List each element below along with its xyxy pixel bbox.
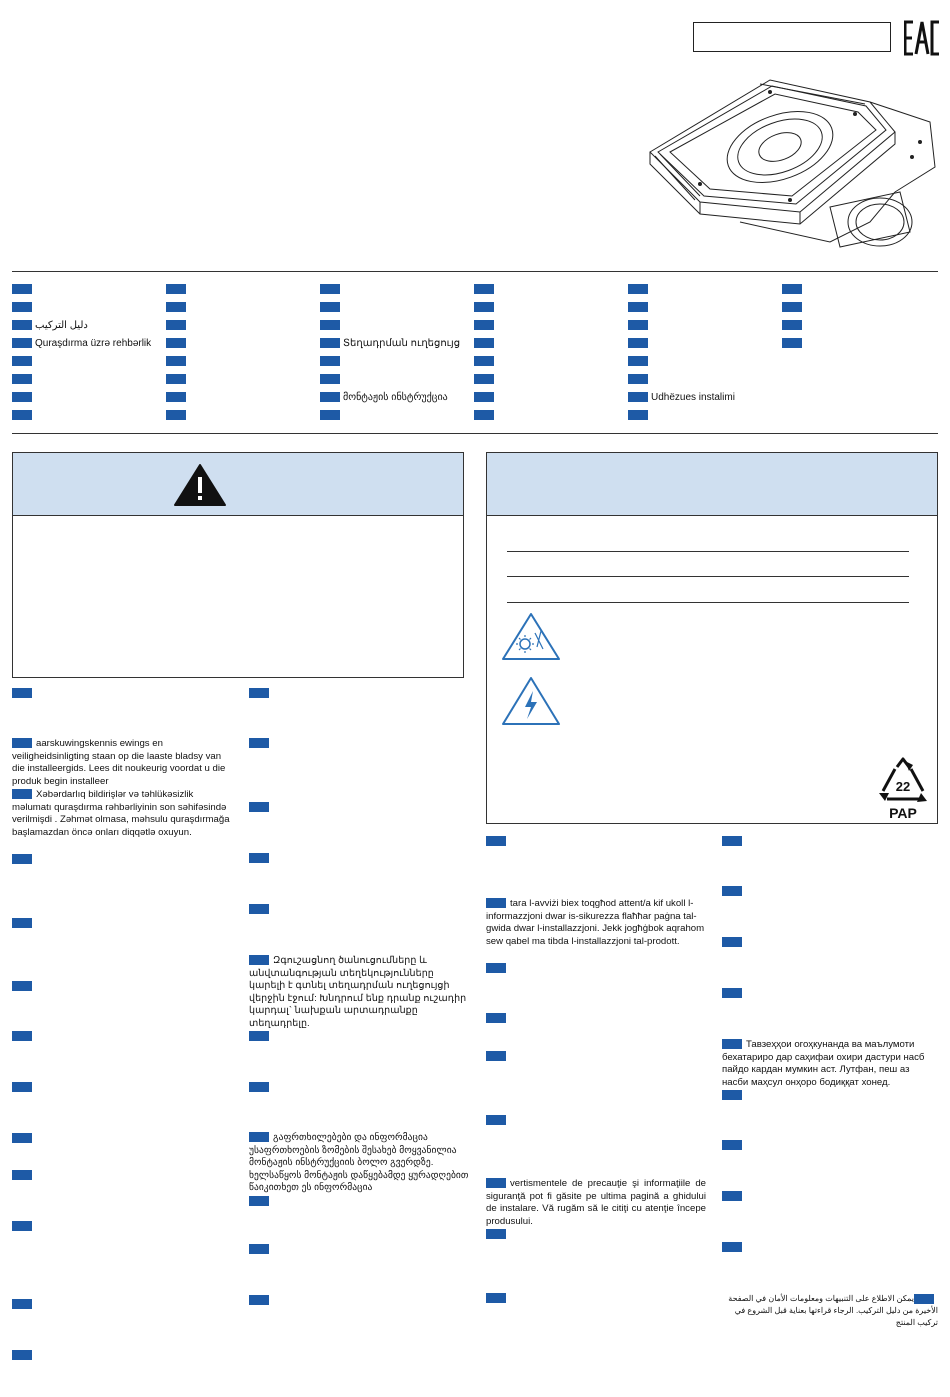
language-item	[628, 338, 651, 350]
language-item	[320, 356, 343, 368]
language-chip	[722, 1090, 742, 1100]
paragraph-afrikaans: aarskuwingskennis ewings en veiligheidsinligting staan op die laaste bladsy van die installeergids. Lees dit noukeurig voordat u die produk begin installeer	[12, 738, 226, 787]
language-item	[782, 284, 805, 296]
language-item-albanian	[628, 392, 735, 404]
language-chip	[12, 1133, 32, 1143]
language-title: Տեղադրման ուղեցույց	[343, 338, 461, 349]
language-chip	[12, 1299, 32, 1309]
language-item	[474, 320, 497, 332]
language-chip	[249, 1244, 269, 1254]
language-chip	[249, 1295, 269, 1305]
language-chip	[249, 904, 269, 914]
language-item-georgian	[320, 392, 448, 404]
language-chip	[722, 886, 742, 896]
paragraph-azerbaijani: Xəbərdarlıq bildirişlər və təhlükəsizlik məlumatı quraşdırma rəhbərliyinin son səhifəsində verilmişdi . Zəhmət olmasa, məhsulu quraşdırmağa başlamazdan öncə onları diqqətlə oxuyun.	[12, 789, 230, 838]
divider	[507, 602, 909, 603]
language-chip	[722, 836, 742, 846]
language-item	[474, 338, 497, 350]
recycling-icon	[875, 757, 931, 821]
language-chip	[722, 1191, 742, 1201]
language-item	[12, 374, 35, 386]
language-chip	[486, 1013, 506, 1023]
language-item	[628, 410, 651, 422]
language-item	[474, 410, 497, 422]
language-chip	[486, 1293, 506, 1303]
recycling-label: PAP	[889, 805, 917, 821]
language-chip	[12, 854, 32, 864]
product-illustration	[640, 72, 940, 262]
uv-light-warning-icon	[501, 611, 561, 661]
language-item	[474, 374, 497, 386]
language-item	[782, 320, 805, 332]
language-chip	[12, 688, 32, 698]
language-item	[782, 302, 805, 314]
language-chip	[486, 836, 506, 846]
language-chip	[249, 1082, 269, 1092]
language-item	[474, 356, 497, 368]
language-item-armenian	[320, 338, 460, 350]
divider	[507, 551, 909, 552]
language-chip	[249, 1031, 269, 1041]
language-chip	[12, 1170, 32, 1180]
language-chip	[249, 688, 269, 698]
language-item	[166, 356, 189, 368]
language-item	[320, 302, 343, 314]
language-chip	[249, 1196, 269, 1206]
language-chip	[722, 1140, 742, 1150]
warning-triangle-icon	[173, 463, 227, 507]
paragraph-armenian: Զգուշացնող ծանուցումները և անվտանգության տեղեկությունները կարելի է գտնել տեղադրման ուղեցույցի վերջին էջում: Խնդրում ենք դրանք ուշադիր կարդալ` նախքան արտադրանքը տեղադրելը.	[249, 955, 467, 1029]
language-item	[12, 302, 35, 314]
language-item	[320, 410, 343, 422]
safety-panel-header	[487, 453, 937, 516]
language-chip	[12, 1031, 32, 1041]
language-item	[166, 374, 189, 386]
warning-panel-header	[13, 453, 463, 516]
language-item	[12, 356, 35, 368]
language-title: მონტაჟის ინსტრუქცია	[343, 392, 448, 403]
language-item	[474, 302, 497, 314]
paragraph-arabic: يمكن الاطلاع على التنبيهات ومعلومات الأمان في الصفحة الأخيرة من دليل التركيب. الرجاء قراءتها بعناية قبل الشروع في تركيب المنتج	[728, 1294, 938, 1327]
language-item	[12, 410, 35, 422]
eac-mark	[904, 18, 940, 58]
language-chip	[12, 1082, 32, 1092]
language-item	[474, 284, 497, 296]
language-item	[628, 356, 651, 368]
language-chip	[12, 1221, 32, 1231]
language-item	[628, 284, 651, 296]
language-item	[12, 392, 35, 404]
label-box	[693, 22, 891, 52]
language-chip	[12, 1350, 32, 1360]
language-chip	[249, 802, 269, 812]
language-item	[166, 320, 189, 332]
recycling-code: 22	[895, 779, 911, 794]
language-chip	[249, 853, 269, 863]
language-chip	[12, 981, 32, 991]
language-item	[628, 302, 651, 314]
language-chip	[486, 1229, 506, 1239]
language-item	[166, 302, 189, 314]
language-item	[320, 320, 343, 332]
language-chip	[722, 988, 742, 998]
divider	[507, 576, 909, 577]
language-item	[628, 374, 651, 386]
language-chip	[12, 918, 32, 928]
paragraph-romanian: vertismentele de precauţie şi informaţiile de siguranţă pot fi găsite pe ultima pagină a ghidului de instalare. Vă rugăm să le citiţi cu atenţie începe produsului.	[486, 1178, 706, 1227]
language-chip	[722, 937, 742, 947]
language-title: دليل التركيب	[35, 320, 88, 331]
language-item	[166, 338, 189, 350]
language-item-arabic	[12, 320, 88, 332]
paragraph-maltese: tara l-avviżi biex toqgħod attent/a kif ukoll l-informazzjoni dwar is-sikurezza flaħħar paġna tal-gwida dwar l-installazzjoni. Jekk jogħġbok aqrahom sew qabel ma tibda l-installazzjoni tal-prodott.	[486, 898, 705, 947]
language-chip	[249, 738, 269, 748]
paragraph-tajik: Тавзеҳҳои огоҳкунанда ва маълумоти бехатариро дар саҳифаи охири дастури насб пайдо кардан мумкин аст. Лутфан, пеш аз насби маҳсул онҳоро бодиққат хонед.	[722, 1039, 925, 1088]
language-item	[166, 392, 189, 404]
language-item	[320, 374, 343, 386]
safety-info-panel	[486, 452, 938, 824]
language-item-azerbaijani	[12, 338, 151, 350]
language-item	[320, 284, 343, 296]
language-title: Udhëzues instalimi	[651, 392, 735, 403]
paragraph-georgian: გაფრთხილებები და ინფორმაცია უსაფრთხოების ზომების შესახებ მოყვანილია მონტაჟის ინსტრუქციის ბოლო გვერდზე. ხელსაწყოს მონტაჟის დაწყებამდე ყურადღებით წაიკითხეთ ეს ინფორმაცია	[249, 1132, 469, 1194]
language-chip	[486, 963, 506, 973]
language-item	[166, 410, 189, 422]
language-item	[12, 284, 35, 296]
language-title: Quraşdırma üzrə rehbərlik	[35, 338, 152, 349]
language-item	[628, 320, 651, 332]
language-item	[166, 284, 189, 296]
warning-panel	[12, 452, 464, 678]
language-item	[782, 338, 805, 350]
language-chip	[486, 1051, 506, 1061]
language-chip	[722, 1242, 742, 1252]
language-item	[474, 392, 497, 404]
electric-shock-icon	[501, 675, 561, 727]
language-chip	[486, 1115, 506, 1125]
